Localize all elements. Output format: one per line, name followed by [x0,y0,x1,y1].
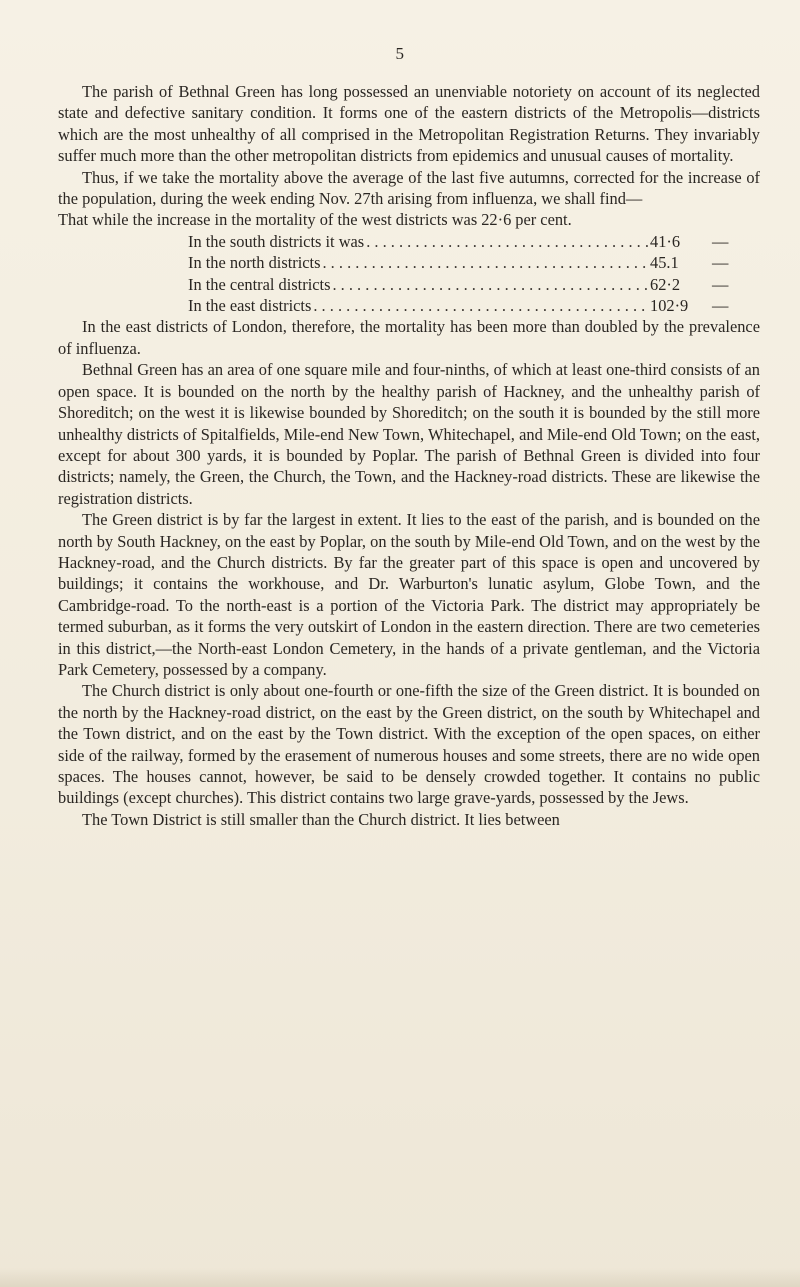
mortality-row-west [58,209,760,230]
mortality-row-unit: — [712,296,729,316]
dot-leader [366,231,648,252]
mortality-row-unit: — [712,253,729,273]
paragraph-town-district: The Town District is still smaller than the Church district. It lies between [82,809,560,829]
mortality-row-value: 102·9 [650,296,689,316]
mortality-row-label: In the east districts [188,296,312,316]
mortality-row [58,274,760,295]
mortality-lead-value: 22·6 [481,210,512,230]
mortality-row-value: 41·6 [650,231,681,251]
dot-leader [313,295,648,316]
paragraph-green-district: The Green district is by far the largest in extent. It lies to the east of the parish, and is bounded on the north by South Hackney, on the east by Poplar, on the south by Mile-end Old Town, and on the west by the Hackney-road, and the Church districts. By far the greater part of this space is open and uncovered by buildings; it contains the workhouse, and Dr. Warburton's lunatic asylum, Globe Town, and the Cambridge-road. To the north-east is a portion of the Victoria Park. The district may appropriately be termed suburban, as it forms the very outskirt of London in the eastern direction. There are two cemeteries in this district,—the North-east London Cemetery, in the hands of a private gentleman, and the Victoria Park Cemetery, possessed by a company. [58,510,760,679]
dot-leader [322,252,648,273]
dot-leader [332,274,648,295]
mortality-row-unit: — [712,231,729,251]
body-text [58,81,760,830]
paragraph-church-district: The Church district is only about one-fourth or one-fifth the size of the Green district. It is bounded on the north by the Hackney-road district, on the east by the Green district, on the south by Whitechapel and the Town district, and on the east by the Town district. With the exception of the open spaces, on either side of the railway, formed by the erasement of numerous houses and some streets, there are no wide open spaces. The houses cannot, however, be said to be densely crowded together. It contains no public buildings (except churches). This district contains two large grave-yards, possessed by the Jews. [58,681,760,808]
mortality-row [58,252,760,273]
paragraph-boundaries: Bethnal Green has an area of one square mile and four-ninths, of which at least one-third consists of an open space. It is bounded on the north by the healthy parish of Hackney, and the unhealthy parish of Shoreditch; on the west it is likewise bounded by Shoreditch; on the south it is bounded by the still more unhealthy districts of Spitalfields, Mile-end New Town, Whitechapel, and Mile-end Old Town; on the east, except for about 300 yards, it is bounded by Poplar. The parish of Bethnal Green is divided into four districts; namely, the Green, the Church, the Town, and the Hackney-road districts. These are likewise the registration districts. [58,360,760,508]
page-number: 5 [395,44,405,63]
mortality-lead-unit: per cent. [515,210,572,230]
mortality-row-label: In the north districts [188,253,321,273]
page-edge-shadow [0,1268,800,1287]
mortality-row-value: 45.1 [650,253,679,273]
mortality-row [58,231,760,252]
mortality-row [58,295,760,316]
mortality-row-value: 62·2 [650,274,681,294]
mortality-table [58,209,760,316]
paragraph-east-districts: In the east districts of London, therefore, the mortality has been more than doubled by the prevalence of influenza. [58,317,760,358]
paragraph-intro: The parish of Bethnal Green has long possessed an unenviable notoriety on account of its neglected state and defective sanitary condition. It forms one of the eastern districts of the Metropolis—districts which are the most unhealthy of all comprised in the Metropolitan Registration Returns. They invariably suffer much more than the other metropolitan districts from epidemics and unusual causes of mortality. [58,82,760,166]
mortality-lead-label: That while the increase in the mortality of the west districts was [58,210,478,230]
mortality-row-unit: — [712,274,729,294]
mortality-row-label: In the central districts [188,274,331,294]
mortality-row-label: In the south districts it was [188,231,365,251]
paragraph-mortality-intro: Thus, if we take the mortality above the average of the last five autumns, corrected for the increase of the population, during the week ending Nov. 27th arising from influenza, we shall find— [58,167,760,209]
